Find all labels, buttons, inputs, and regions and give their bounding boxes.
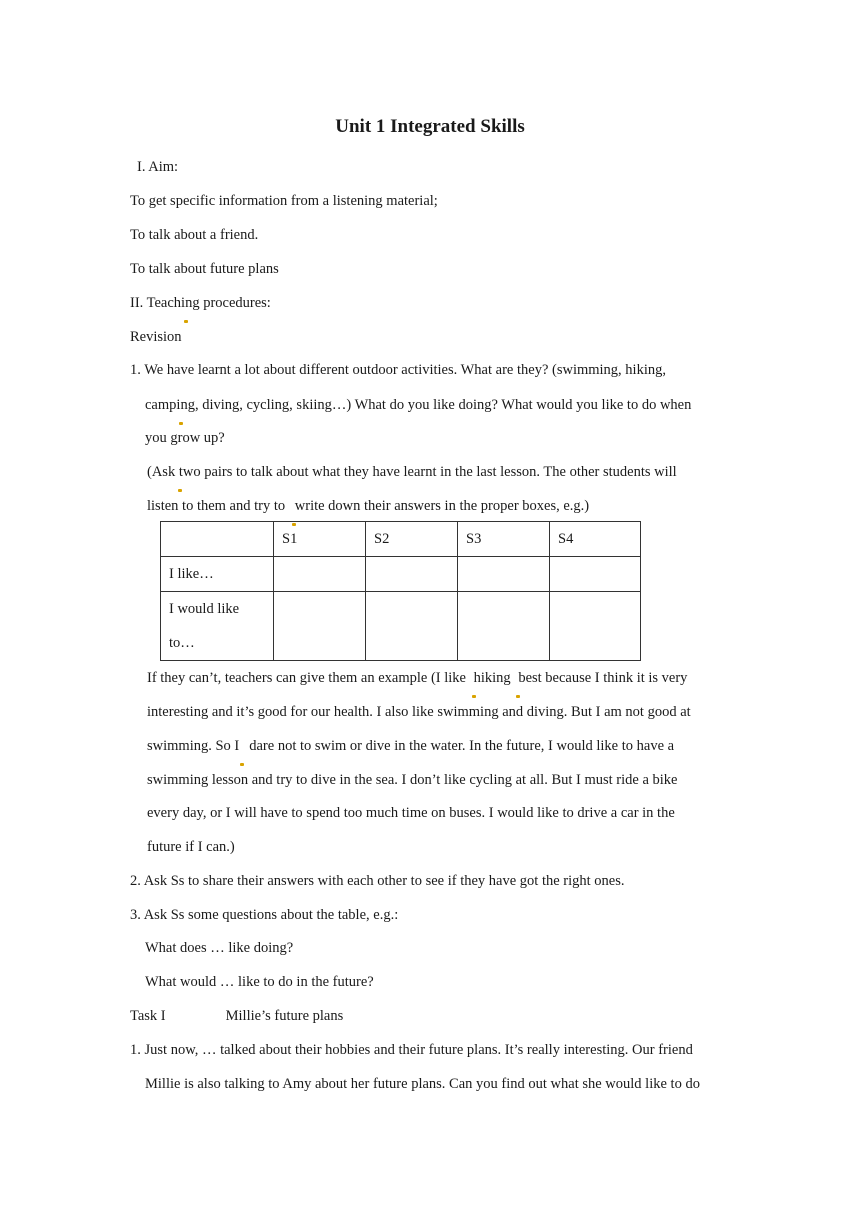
table-cell [274, 557, 366, 592]
step1-line2-part-a: campi [145, 397, 181, 413]
example-line1-part-a: If they can’t, teachers can give them an example (I like [147, 670, 470, 686]
procedures-heading-part-a: II. Teachi [130, 295, 186, 311]
step1-line3: you grow up? [145, 430, 225, 446]
step1-line5-part-b: write down their answers in the proper boxes, e.g.) [294, 498, 590, 514]
example-line2: interesting and it’s good for our health. I also like swimming and diving. But I am not good at [147, 704, 691, 720]
step1-line4-part-a: (Ask [147, 464, 179, 480]
procedures-heading-part-b: ng procedures: [185, 295, 271, 311]
example-line3-part-a: swimming. So I [147, 738, 240, 754]
aim-item-2: To talk about a friend. [130, 227, 259, 243]
table-header-cell: S2 [366, 522, 458, 557]
step1-line1: 1. We have learnt a lot about different outdoor activities. What are they? (swimming, hiking, [130, 362, 666, 378]
table-cell [458, 592, 550, 661]
table-cell [366, 557, 458, 592]
example-line1 [147, 668, 687, 688]
table-header-cell: S1 [274, 522, 366, 557]
step1-line5-part-a: listen to them and try to [147, 498, 289, 514]
aim-heading: I. Aim: [137, 159, 179, 175]
table-header-row [161, 522, 641, 557]
table-cell [550, 557, 641, 592]
step1-line2 [145, 395, 691, 415]
step1-line4-part-b: two pairs to talk about what they have learnt in the last lesson. The other students will [178, 464, 677, 480]
step3-text: 3. Ask Ss some questions about the table, e.g.: [130, 907, 399, 923]
table-cell [366, 592, 458, 661]
example-line3-part-b: dare not to swim or dive in the water. In the future, I would like to have a [249, 738, 675, 754]
example-line1-part-c: best because I think it is very [518, 670, 688, 686]
aim-item-1: To get specific information from a listening material; [130, 193, 438, 209]
example-line4: swimming lesson and try to dive in the sea. I don’t like cycling at all. But I must ride a bike [147, 772, 678, 788]
revision-heading: Revision [130, 329, 182, 345]
question-2: What would … like to do in the future? [145, 974, 374, 990]
example-line6: future if I can.) [147, 839, 235, 855]
activities-table [160, 521, 641, 661]
task-title: Millie’s future plans [225, 1008, 344, 1024]
step2-text: 2. Ask Ss to share their answers with each other to see if they have got the right ones. [130, 873, 625, 889]
aim-item-3: To talk about future plans [130, 261, 279, 277]
example-line5: every day, or I will have to spend too much time on buses. I would like to drive a car in the [147, 805, 675, 821]
step1-line4 [147, 462, 677, 482]
task-heading [130, 1006, 343, 1026]
step1-line2-part-b: ng, diving, cycling, skiing…) What do you like doing? What would you like to do when [180, 397, 692, 413]
task-step1-line2: Millie is also talking to Amy about her future plans. Can you find out what she would like to do [145, 1076, 700, 1092]
table-row-label-line1: I would like [169, 601, 240, 617]
question-1: What does … like doing? [145, 940, 294, 956]
table-header-cell: S3 [458, 522, 550, 557]
table-row-label [161, 592, 274, 661]
table-row-label-line2: to… [169, 635, 195, 651]
table-row [161, 557, 641, 592]
table-cell [458, 557, 550, 592]
example-line3 [147, 736, 674, 756]
step1-line5 [147, 496, 589, 516]
task-step1-line1: 1. Just now, … talked about their hobbies and their future plans. It’s really interesting. Our friend [130, 1042, 693, 1058]
document-title: Unit 1 Integrated Skills [335, 116, 525, 137]
table-cell [550, 592, 641, 661]
procedures-heading [130, 293, 271, 313]
example-line1-part-b: hiking [473, 670, 515, 686]
table-header-cell [161, 522, 274, 557]
table-header-cell: S4 [550, 522, 641, 557]
table-row-label: I like… [161, 557, 274, 592]
task-label: Task I [130, 1008, 166, 1024]
table-row [161, 592, 641, 661]
table-cell [274, 592, 366, 661]
